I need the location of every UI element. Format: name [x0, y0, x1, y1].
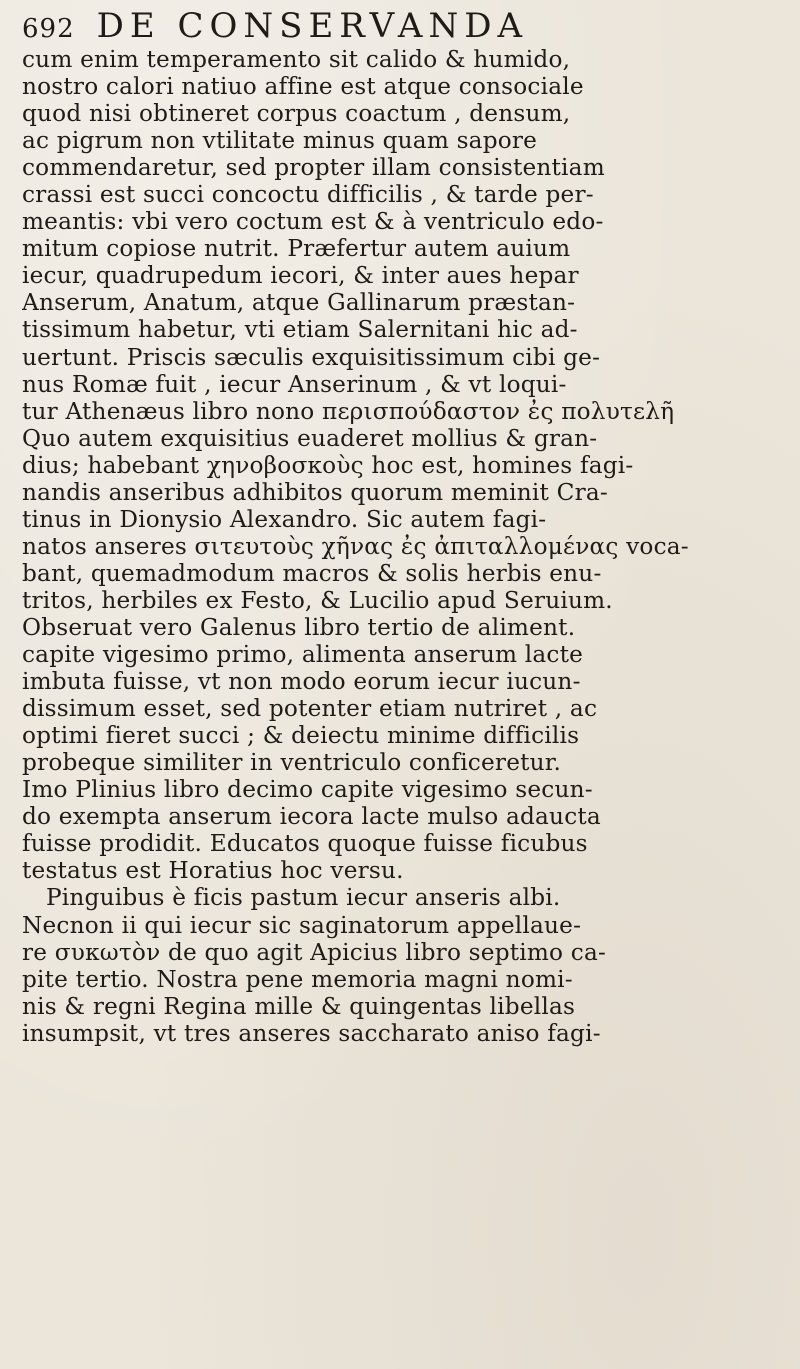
- text-line: commendaretur, sed propter illam consistentiam: [22, 154, 605, 182]
- text-line: pite tertio. Nostra pene memoria magni nomi-: [22, 965, 573, 993]
- text-line: mitum copiose nutrit. Præfertur autem auium: [22, 235, 571, 263]
- text-line: Necnon ii qui iecur sic saginatorum appellaue-: [22, 911, 582, 939]
- text-line: quod nisi obtineret corpus coactum , densum,: [22, 100, 571, 128]
- text-line: re συκωτὸν de quo agit Apicius libro septimo ca-: [22, 938, 607, 966]
- text-line: nostro calori natiuo affine est atque consociale: [22, 73, 584, 101]
- text-line: tur Athenæus libro nono περισπούδαστον ἐς πολυτελῆ: [22, 397, 675, 425]
- text-line: Obseruat vero Galenus libro tertio de aliment.: [22, 613, 576, 641]
- text-line: bant, quemadmodum macros & solis herbis enu-: [22, 559, 602, 587]
- text-line: nandis anseribus adhibitos quorum meminit Cra-: [22, 478, 608, 506]
- text-line: tissimum habetur, vti etiam Salernitani hic ad-: [22, 316, 578, 344]
- text-line: do exempta anserum iecora lacte mulso adaucta: [22, 803, 601, 831]
- text-line: dius; habebant χηνοβοσκοὺς hoc est, homines fagi-: [22, 451, 634, 479]
- text-line: iecur, quadrupedum iecori, & inter aues hepar: [22, 262, 579, 290]
- text-line: imbuta fuisse, vt non modo eorum iecur iucun-: [22, 668, 581, 696]
- text-line: natos anseres σιτευτοὺς χῆνας ἐς ἀπιταλλομένας voca-: [22, 532, 689, 560]
- page-number: 692: [22, 14, 75, 44]
- text-line: uertunt. Priscis sæculis exquisitissimum cibi ge-: [22, 343, 601, 371]
- text-line: capite vigesimo primo, alimenta anserum lacte: [22, 641, 584, 669]
- text-line: optimi fieret succi ; & deiectu minime difficilis: [22, 722, 580, 750]
- running-head: DE CONSERVANDA: [96, 6, 529, 46]
- text-line: nis & regni Regina mille & quingentas libellas: [22, 992, 576, 1020]
- text-line: Quo autem exquisitius euaderet mollius & gran-: [22, 424, 598, 452]
- page-header: [22, 6, 528, 46]
- text-line: ac pigrum non vtilitate minus quam sapore: [22, 127, 538, 155]
- text-line: testatus est Horatius hoc versu.: [22, 857, 404, 885]
- text-line: Anserum, Anatum, atque Gallinarum præstan-: [22, 289, 576, 317]
- text-line: tinus in Dionysio Alexandro. Sic autem fagi-: [22, 505, 547, 533]
- text-line: crassi est succi concoctu difficilis , & tarde per-: [22, 181, 594, 209]
- text-line: probeque similiter in ventriculo conficeretur.: [22, 749, 562, 777]
- text-line: tritos, herbiles ex Festo, & Lucilio apud Seruium.: [22, 586, 613, 614]
- text-line: nus Romæ fuit , iecur Anserinum , & vt loqui-: [22, 370, 567, 398]
- text-line: Imo Plinius libro decimo capite vigesimo secun-: [22, 776, 593, 804]
- body-text: [22, 46, 792, 1047]
- verse-line: Pinguibus è ficis pastum iecur anseris albi.: [46, 884, 561, 912]
- text-line: cum enim temperamento sit calido & humido,: [22, 46, 571, 73]
- text-line: dissimum esset, sed potenter etiam nutriret , ac: [22, 695, 598, 723]
- text-line: fuisse prodidit. Educatos quoque fuisse ficubus: [22, 830, 588, 858]
- text-line: insumpsit, vt tres anseres saccharato aniso fagi-: [22, 1019, 601, 1047]
- text-line: meantis: vbi vero coctum est & à ventriculo edo-: [22, 208, 604, 236]
